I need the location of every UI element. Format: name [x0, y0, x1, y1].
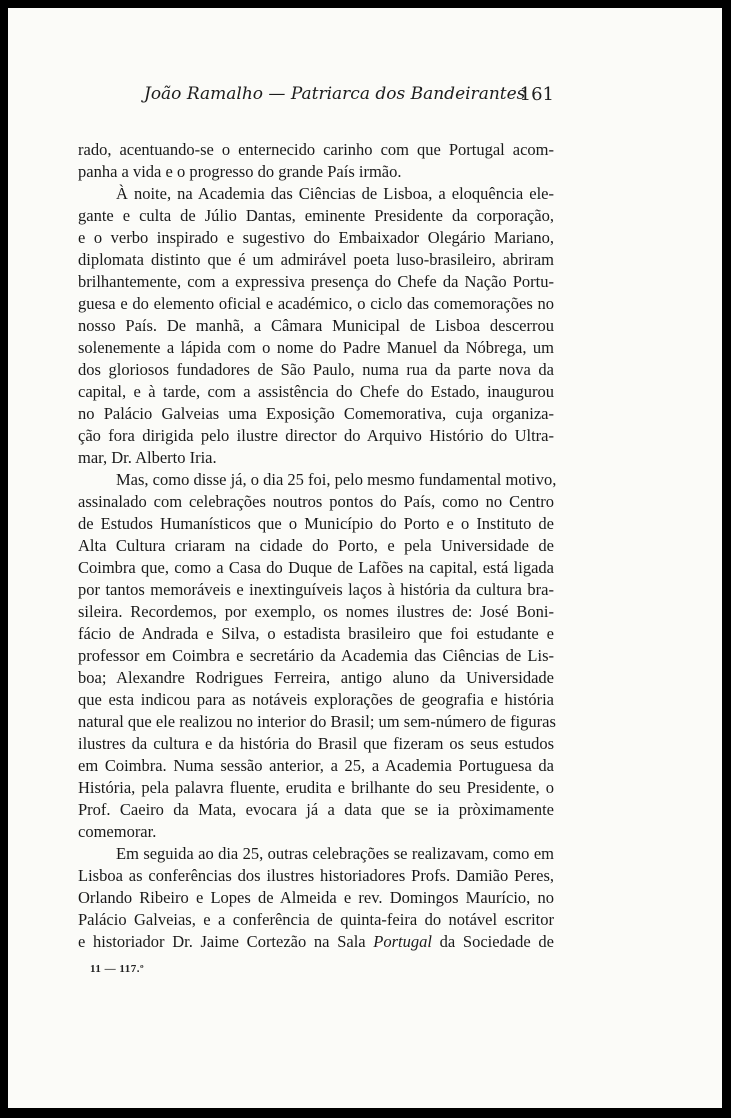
printer-signature: 11 — 117.º [90, 963, 145, 975]
text-line: por tantos memoráveis e inextinguíveis laços à história da cultura bra- [78, 580, 554, 599]
text-line: de Estudos Humanísticos que o Município do Porto e o Instituto de [78, 514, 554, 533]
running-title: João Ramalho — Patriarca dos Bandeirantes [144, 84, 526, 104]
text-line: História, pela palavra fluente, erudita e brilhante do seu Presidente, o [78, 778, 554, 797]
text-line: rado, acentuando-se o enternecido carinho com que Portugal acom- [78, 140, 554, 159]
text-line: e o verbo inspirado e sugestivo do Embaixador Olegário Mariano, [78, 228, 554, 247]
body-text [78, 139, 557, 953]
text-line: Coimbra que, como a Casa do Duque de Lafões na capital, está ligada [78, 558, 554, 577]
text-line: Mas, como disse já, o dia 25 foi, pelo mesmo fundamental motivo, [116, 470, 557, 489]
text-line: gante e culta de Júlio Dantas, eminente Presidente da corporação, [78, 206, 554, 225]
text-line: nosso País. De manhã, a Câmara Municipal de Lisboa descerrou [78, 316, 554, 335]
text-line: Lisboa as conferências dos ilustres historiadores Profs. Damião Peres, [78, 866, 554, 885]
text-line: diplomata distinto que é um admirável poeta luso-brasileiro, abriram [78, 250, 554, 269]
text-line: solenemente a lápida com o nome do Padre Manuel da Nóbrega, um [78, 338, 554, 357]
text-line: dos gloriosos fundadores de São Paulo, numa rua da parte nova da [78, 360, 554, 379]
text-line: natural que ele realizou no interior do Brasil; um sem-número de figuras [78, 712, 556, 731]
book-page [8, 8, 722, 1108]
text-line: À noite, na Academia das Ciências de Lisboa, a eloquência ele- [116, 184, 554, 203]
page-number: 161 [519, 84, 554, 105]
text-line: no Palácio Galveias uma Exposição Comemorativa, cuja organiza- [78, 404, 554, 423]
text-line: comemorar. [78, 822, 157, 841]
text-line: brilhantemente, com a expressiva presença do Chefe da Nação Portu- [78, 272, 554, 291]
text-line: que esta indicou para as notáveis explorações de geografia e história [78, 690, 554, 709]
text-segment: e historiador Dr. Jaime Cortezão na Sala [78, 932, 374, 951]
text-line: sileira. Recordemos, por exemplo, os nomes ilustres de: José Boni- [78, 602, 554, 621]
text-line: em Coimbra. Numa sessão anterior, a 25, a Academia Portuguesa da [78, 756, 554, 775]
text-line: boa; Alexandre Rodrigues Ferreira, antigo aluno da Universidade [78, 668, 554, 687]
text-line: Alta Cultura criaram na cidade do Porto, e pela Universidade de [78, 536, 554, 555]
italic-term: Portugal [373, 932, 432, 951]
text-line: capital, e à tarde, com a assistência do Chefe do Estado, inaugurou [78, 382, 554, 401]
text-line: ilustres da cultura e da história do Brasil que fizeram os seus estudos [78, 734, 554, 753]
text-line: Prof. Caeiro da Mata, evocara já a data que se ia pròximamente [78, 800, 554, 819]
text-line: guesa e do elemento oficial e académico, o ciclo das comemorações no [78, 294, 554, 313]
text-line: professor em Coimbra e secretário da Academia das Ciências de Lis- [78, 646, 554, 665]
text-line: assinalado com celebrações noutros pontos do País, como no Centro [78, 492, 554, 511]
text-line: fácio de Andrada e Silva, o estadista brasileiro que foi estudante e [78, 624, 554, 643]
text-line: mar, Dr. Alberto Iria. [78, 448, 217, 467]
text-segment: da Sociedade de [431, 932, 554, 951]
text-line: Em seguida ao dia 25, outras celebrações se realizavam, como em [116, 844, 554, 863]
text-line-mixed [78, 931, 554, 953]
text-line: panha a vida e o progresso do grande País irmão. [78, 162, 402, 181]
text-line: Orlando Ribeiro e Lopes de Almeida e rev. Domingos Maurício, no [78, 888, 554, 907]
text-line: Palácio Galveias, e a conferência de quinta-feira do notável escritor [78, 910, 554, 929]
text-line: ção fora dirigida pelo ilustre director do Arquivo Histório do Ultra- [78, 426, 554, 445]
